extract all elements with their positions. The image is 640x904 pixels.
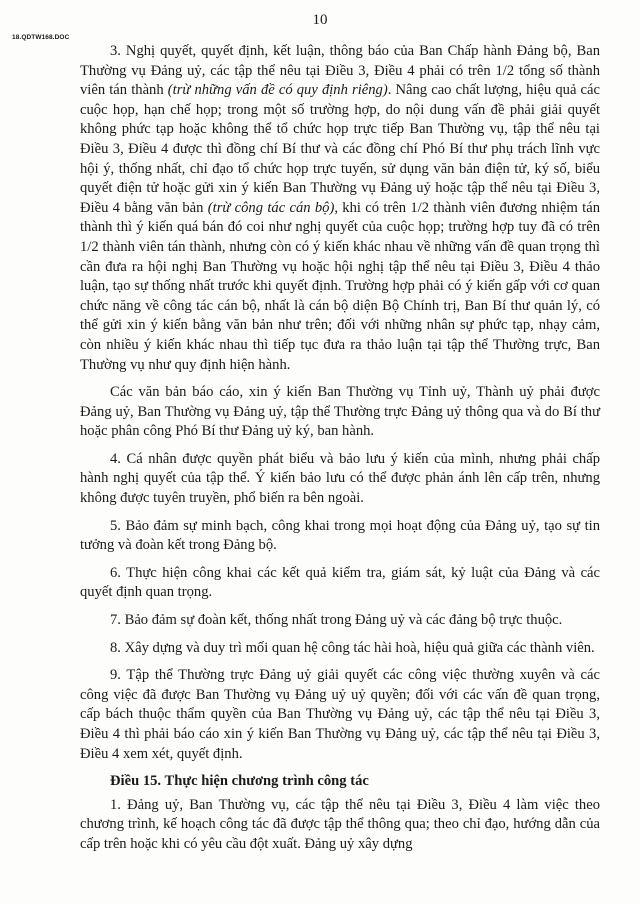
paragraph-3-italic-note-2: (trừ công tác cán bộ) (207, 199, 335, 216)
page-number: 10 (312, 12, 328, 28)
document-body (80, 42, 600, 863)
paragraph-3 (80, 42, 600, 375)
paragraph-6: 6. Thực hiện công khai các kết quả kiểm tra, giám sát, kỷ luật của Đảng và các quyết định quan trọng. (80, 564, 600, 601)
paragraph-9: 9. Tập thể Thường trực Đảng uỷ giải quyết các công việc thường xuyên và các công việc đã được Ban Thường vụ Đảng uỷ uỷ quyền; đối với các vấn đề quan trọng, cấp bách thuộc thẩm quyền của Ban Thường vụ Đảng uỷ, các tập thể nêu tại Điều 3, Điều 4 thì phải báo cáo xin ý kiến Ban Thường vụ Đảng uỷ, các tập thể nêu tại Điều 3, Điều 4 xem xét, quyết định. (80, 667, 600, 762)
paragraph-4: 4. Cá nhân được quyền phát biểu và bảo lưu ý kiến của mình, nhưng phải chấp hành nghị quyết của tập thể. Ý kiến bảo lưu có thể được phản ánh lên cấp trên, nhưng không được tuyên truyền, phổ biến ra bên ngoài. (80, 450, 600, 507)
paragraph-3-italic-note-1: (trừ những vấn đề có quy định riêng) (167, 82, 388, 99)
paragraph-3-continuation: Các văn bản báo cáo, xin ý kiến Ban Thường vụ Tỉnh uỷ, Thành uỷ phải được Đảng uỷ, Ban Thường vụ Đảng uỷ, tập thể Thường trực Đảng uỷ thông qua và do Bí thư hoặc phân công Phó Bí thư Đảng uỷ ký, ban hành. (80, 384, 600, 440)
paragraph-3-text-a: 3. Nghị quyết, quyết định, kết luận, thông báo của Ban Chấp hành Đảng bộ, Ban Thường vụ Đảng uỷ, các tập thể nêu tại Điều 3, Điều 4 phải có trên 1/2 tổng số thành viên tán thành (80, 43, 600, 99)
paragraph-3-text-c: . Nâng cao chất lượng, hiệu quả các cuộc họp, hạn chế họp; trong một số trường hợp, do nội dung vấn đề phải giải quyết không phức tạp hoặc không thể tổ chức họp trực tiếp Ban Thường vụ, tập thể nêu tại Điều 3, Điều 4 được thì đồng chí Bí thư và các đồng chí Phó Bí thư phụ trách lĩnh vực hội ý, thống nhất, chỉ đạo tổ chức họp trực tuyến, sử dụng văn bản điện tử, ký số, biểu quyết điện tử hoặc gửi xin ý kiến Ban Thường vụ Đảng uỷ hoặc tập thể nêu tại Điều 3, Điều 4 bằng văn bản (80, 82, 600, 216)
paragraph-3-text-e: , khi có trên 1/2 thành viên đương nhiệm tán thành thì ý kiến quá bán đó coi như nghị quyết của cuộc họp; trường hợp tuy đã có trên 1/2 thành viên tán thành, nhưng còn có ý kiến khác nhau về những vấn đề quan trọng thì cần đưa ra hội nghị Ban Thường vụ hoặc hội nghị tập thể nêu tại Điều 3, Điều 4 thảo luận, tạo sự thống nhất trước khi quyết định. Trường hợp phải có ý kiến gấp với cơ quan chức năng về công tác cán bộ, nhất là cán bộ diện Bộ Chính trị, Ban Bí thư quản lý, có thể gửi xin ý kiến bằng văn bản như trên; đối với những nhân sự phức tạp, nhạy cảm, còn nhiều ý kiến khác nhau thì tiếp tục đưa ra thảo luận tại tập thể Thường trực, Ban Thường vụ như quy định hiện hành. (80, 199, 600, 373)
article-15-heading: Điều 15. Thực hiện chương trình công tác (110, 773, 369, 790)
article-15-paragraph-1: 1. Đảng uỷ, Ban Thường vụ, các tập thể nêu tại Điều 3, Điều 4 làm việc theo chương trình, kế hoạch công tác đã được tập thể thông qua; theo chỉ đạo, hướng dẫn của cấp trên hoặc khi có yêu cầu đột xuất. Đảng uỷ xây dựng (80, 796, 600, 852)
paragraph-5: 5. Bảo đảm sự minh bạch, công khai trong mọi hoạt động của Đảng uỷ, tạo sự tin tưởng và đoàn kết trong Đảng bộ. (80, 517, 600, 554)
paragraph-7: 7. Bảo đảm sự đoàn kết, thống nhất trong Đảng uỷ và các đảng bộ trực thuộc. (110, 612, 563, 629)
document-code: 18.QDTW168.DOC (12, 34, 70, 41)
paragraph-8: 8. Xây dựng và duy trì mối quan hệ công tác hài hoà, hiệu quả giữa các thành viên. (110, 639, 595, 656)
